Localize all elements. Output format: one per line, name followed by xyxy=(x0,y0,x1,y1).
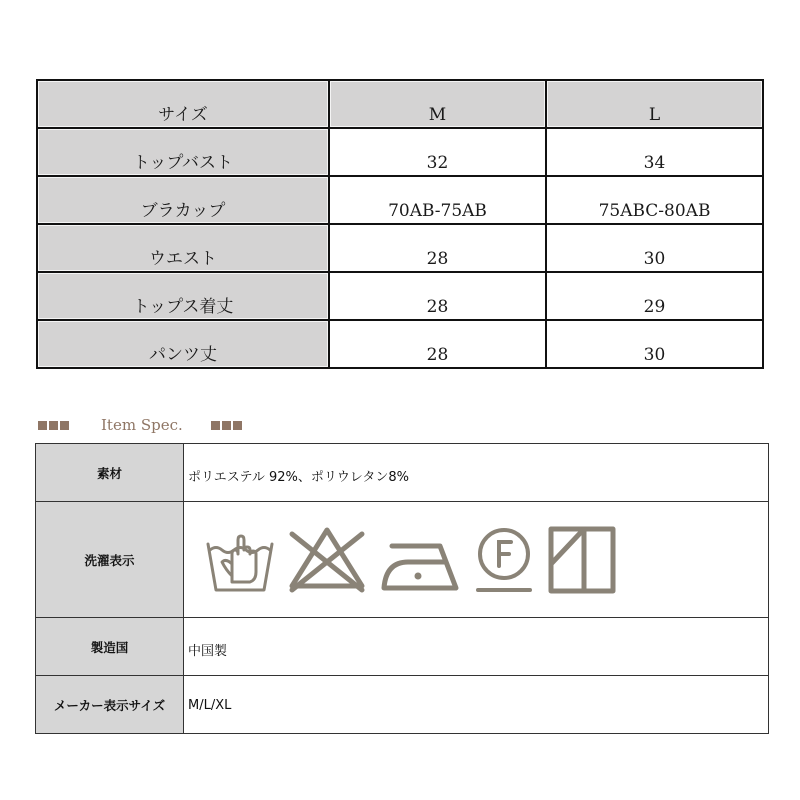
square-decoration xyxy=(211,421,220,430)
size-header-l: L xyxy=(546,80,763,128)
heading-squares-right xyxy=(211,421,244,430)
size-cell-m: 28 xyxy=(329,320,546,368)
square-decoration xyxy=(233,421,242,430)
spec-label-maker-size: メーカー表示サイズ xyxy=(36,676,184,734)
size-cell-m: 70AB-75AB xyxy=(329,176,546,224)
care-icons xyxy=(188,524,767,596)
spec-table xyxy=(35,443,769,734)
size-table xyxy=(36,79,764,369)
size-cell-l: 29 xyxy=(546,272,763,320)
spec-label-material: 素材 xyxy=(36,444,184,502)
size-row-waist xyxy=(37,224,763,272)
size-row-top-bust xyxy=(37,128,763,176)
iron-low-icon xyxy=(378,524,462,596)
item-spec-title: Item Spec. xyxy=(101,416,183,434)
spec-row-origin xyxy=(36,618,769,676)
size-row-tops-length xyxy=(37,272,763,320)
square-decoration xyxy=(60,421,69,430)
size-cell-l: 30 xyxy=(546,224,763,272)
size-row-bra-cup xyxy=(37,176,763,224)
size-row-pants-length xyxy=(37,320,763,368)
size-cell-l: 34 xyxy=(546,128,763,176)
spec-label-care: 洗濯表示 xyxy=(36,502,184,618)
size-row-label: ウエスト xyxy=(37,224,329,272)
spec-value-care xyxy=(184,502,769,618)
size-row-label: ブラカップ xyxy=(37,176,329,224)
item-spec-heading xyxy=(38,413,244,437)
spec-label-origin: 製造国 xyxy=(36,618,184,676)
heading-squares-left xyxy=(38,421,71,430)
size-cell-m: 28 xyxy=(329,224,546,272)
size-row-label: トップス着丈 xyxy=(37,272,329,320)
size-cell-l: 75ABC-80AB xyxy=(546,176,763,224)
spec-row-care xyxy=(36,502,769,618)
spec-row-maker-size xyxy=(36,676,769,734)
size-header-m: M xyxy=(329,80,546,128)
size-row-label: トップバスト xyxy=(37,128,329,176)
square-decoration xyxy=(38,421,47,430)
spec-row-material xyxy=(36,444,769,502)
size-cell-m: 28 xyxy=(329,272,546,320)
spec-value-origin: 中国製 xyxy=(184,618,769,676)
dry-clean-f-icon xyxy=(472,524,536,596)
hand-wash-icon xyxy=(204,524,276,596)
square-decoration xyxy=(49,421,58,430)
spec-value-maker-size: M/L/XL xyxy=(184,676,769,734)
size-header-label: サイズ xyxy=(37,80,329,128)
drip-dry-shade-icon xyxy=(546,524,618,596)
size-table-header-row xyxy=(37,80,763,128)
size-cell-l: 30 xyxy=(546,320,763,368)
size-row-label: パンツ丈 xyxy=(37,320,329,368)
spec-value-material: ポリエステル 92%、ポリウレタン8% xyxy=(184,444,769,502)
size-cell-m: 32 xyxy=(329,128,546,176)
square-decoration xyxy=(222,421,231,430)
no-bleach-icon xyxy=(286,524,368,596)
